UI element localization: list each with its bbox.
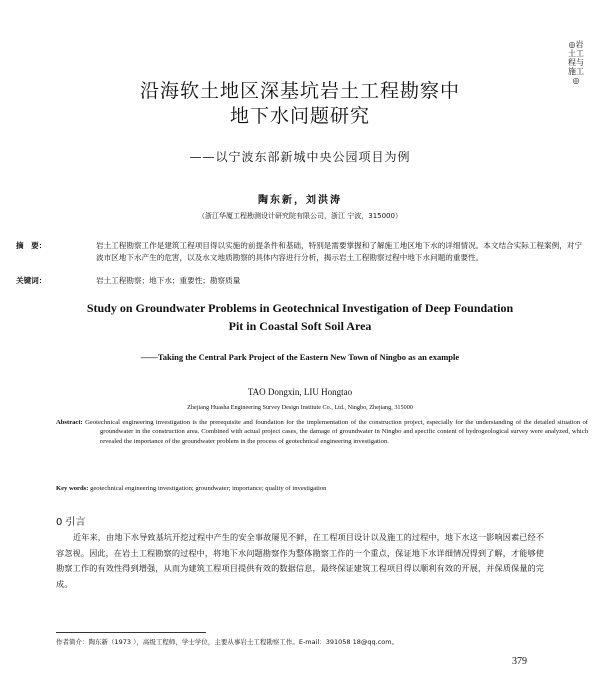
- paper-subtitle-cn: ——以宁波东部新城中央公园项目为例: [189, 150, 411, 164]
- section-heading-introduction: 0 引言: [56, 517, 86, 528]
- keywords-cn-text: 岩土工程勘察；地下水；重要性；勘察质量: [96, 276, 241, 285]
- paper-title-en-line2: Pit in Coastal Soft Soil Area: [228, 319, 372, 333]
- affiliation-cn: （浙江华厦工程勘测设计研究院有限公司，浙江 宁波，315000）: [198, 212, 402, 220]
- affiliation-en: Zhejiang Huasha Engineering Survey Design Institute Co., Ltd., Ningbo, Zhejiang, 315000: [187, 404, 413, 411]
- abstract-cn-text: 岩土工程勘察工作是建筑工程项目得以实施的前提条件和基础，特别是需要掌握和了解施工地区地下水的详细情况。本文结合实际工程案例，对宁波市区地下水产生的危害，以及水文地质勘察的具体内容进行分析，揭示岩土工程勘察过程中地下水问题的重要性。: [96, 241, 582, 262]
- keywords-en-label: Key words:: [56, 485, 89, 492]
- paper-subtitle-en: ——Taking the Central Park Project of the Eastern New Town of Ningbo as an example: [140, 352, 460, 362]
- paper-title-cn-line2: 地下水问题研究: [229, 105, 370, 127]
- body-paragraph: 近年来，由地下水导致基坑开挖过程中产生的安全事故屡见不鲜，在工程项目设计以及施工的过程中，地下水这一影响因素已经不容忽视。因此，在岩土工程勘察的过程中，将地下水问题勘察作为整体勘察工作的一个重点，保证地下水详细情况得到了解，才能够使勘察工作的有效性得到增强，从而为建筑工程项目提供有效的数据信息，最终保证建筑工程项目得以顺利有效的开展，并保质保量的完成。: [56, 532, 544, 589]
- authors-cn: 陶东新，刘洪涛: [258, 195, 342, 206]
- abstract-en: [56, 418, 588, 446]
- paper-title-en-line1: Study on Groundwater Problems in Geotechnical Investigation of Deep Foundation: [86, 301, 514, 315]
- paper-title-cn-line1: 沿海软土地区深基坑岩土工程勘察中: [139, 80, 460, 102]
- abstract-cn-label: 摘 要：: [16, 241, 47, 250]
- authors-en: TAO Dongxin, LIU Hongtao: [247, 387, 353, 397]
- keywords-cn: [16, 275, 584, 287]
- keywords-cn-label: 关键词：: [16, 276, 47, 285]
- footnote-divider: [56, 632, 206, 633]
- abstract-en-label: Abstract:: [56, 419, 83, 426]
- journal-section-tab: ◎岩土工程与施工◎: [568, 40, 584, 85]
- keywords-en-text: geotechnical engineering investigation; groundwater; importance; quality of investigation: [90, 485, 327, 492]
- abstract-en-text: Geotechnical engineering investigation is the prerequisite and foundation for the implementation of the construction project, especially for the understanding of the detailed situation of groundwater in the construction area. Combined with actual project cases, the damage of groundwater in Ningbo and specific content of hydrogeological survey were analyzed, which revealed the importance of the groundwater problem in the process of geotechnical engineering investigation.: [85, 419, 588, 445]
- page-number: 379: [512, 656, 527, 667]
- abstract-cn: [16, 240, 584, 263]
- keywords-en: [56, 484, 544, 493]
- author-footnote: 作者简介：陶东新（1973 ），高级工程师，学士学位，主要从事岩土工程勘察工作。E-mail：391058 18@qq.com。: [56, 638, 399, 646]
